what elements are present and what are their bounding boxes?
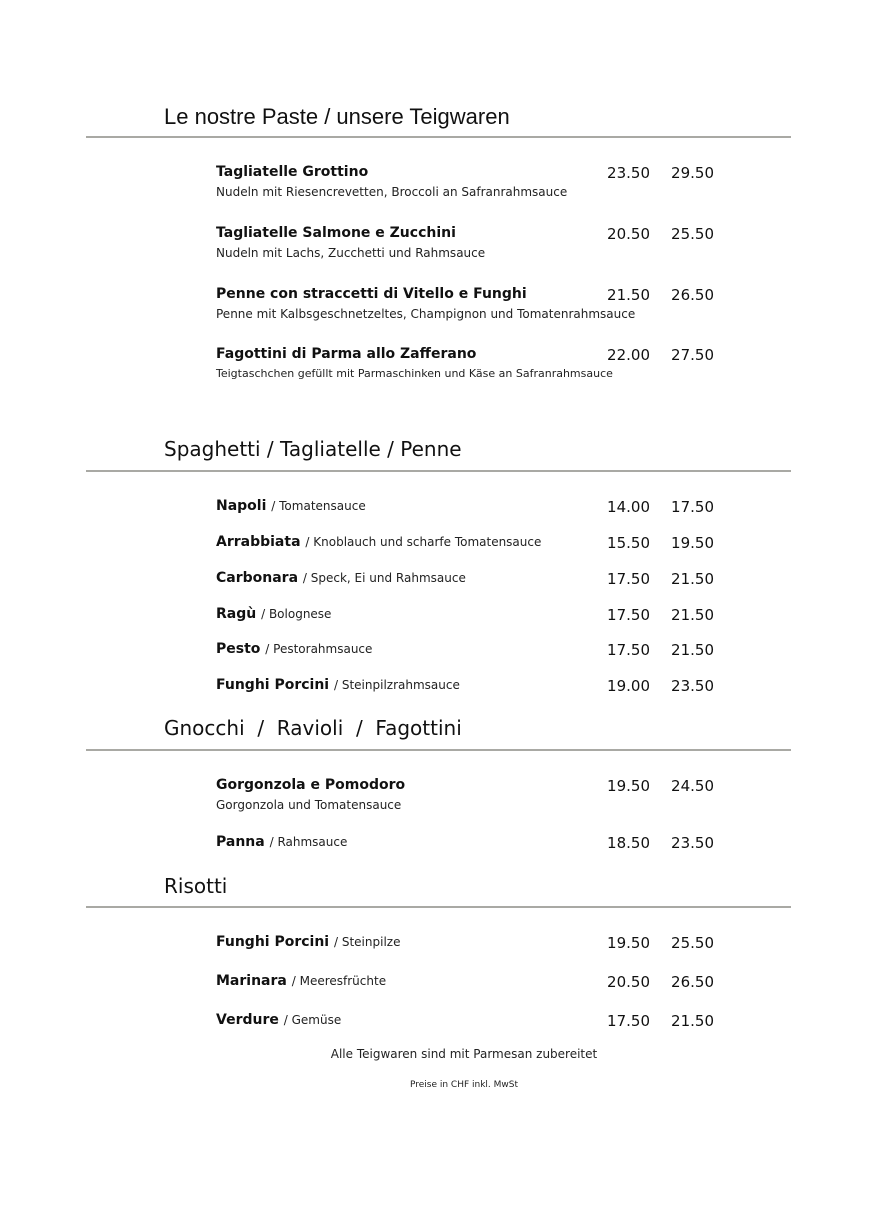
item-name xyxy=(216,641,372,657)
price-large: 19.50 xyxy=(671,534,714,552)
item-description: / Rahmsauce xyxy=(269,835,348,849)
item-name-text: Ragù xyxy=(216,606,257,622)
item-description: / Tomatensauce xyxy=(271,499,366,513)
item-name xyxy=(216,534,541,550)
menu-item xyxy=(216,534,736,574)
price-large: 21.50 xyxy=(671,606,714,624)
item-description: / Bolognese xyxy=(261,607,332,621)
item-description: / Steinpilzrahmsauce xyxy=(333,678,460,692)
section-title-gnocchi: Gnocchi / Ravioli / Fagottini xyxy=(164,716,462,740)
price-small: 23.50 xyxy=(607,164,650,182)
price-small: 17.50 xyxy=(607,570,650,588)
item-description: / Meeresfrüchte xyxy=(291,974,387,988)
item-name xyxy=(216,934,400,950)
section-title-paste: Le nostre Paste / unsere Teigwaren xyxy=(164,104,510,129)
menu-item xyxy=(216,973,736,1013)
item-name: Penne con straccetti di Vitello e Funghi xyxy=(216,286,527,302)
price-large: 17.50 xyxy=(671,498,714,516)
menu-item xyxy=(216,606,736,646)
item-description: Nudeln mit Riesencrevetten, Broccoli an Safranrahmsauce xyxy=(216,185,568,199)
menu-item xyxy=(216,641,736,681)
item-name-text: Carbonara xyxy=(216,570,299,586)
item-name-text: Marinara xyxy=(216,973,287,989)
price-large: 25.50 xyxy=(671,934,714,952)
item-name xyxy=(216,677,460,693)
item-name xyxy=(216,498,366,514)
price-small: 19.50 xyxy=(607,934,650,952)
menu-item xyxy=(216,346,736,386)
price-small: 19.50 xyxy=(607,777,650,795)
item-description: / Speck, Ei und Rahmsauce xyxy=(302,571,466,585)
section-title-risotti: Risotti xyxy=(164,874,228,898)
price-large: 29.50 xyxy=(671,164,714,182)
item-name-text: Funghi Porcini xyxy=(216,677,330,693)
item-description: / Gemüse xyxy=(283,1013,342,1027)
item-name: Fagottini di Parma allo Zafferano xyxy=(216,346,477,362)
menu-item xyxy=(216,286,736,326)
item-description: Nudeln mit Lachs, Zucchetti und Rahmsauce xyxy=(216,246,486,260)
price-large: 21.50 xyxy=(671,1012,714,1030)
menu-item xyxy=(216,164,736,204)
price-large: 25.50 xyxy=(671,225,714,243)
item-description: / Pestorahmsauce xyxy=(265,642,373,656)
item-name: Tagliatelle Salmone e Zucchini xyxy=(216,225,456,241)
section-divider xyxy=(86,906,791,908)
price-small: 14.00 xyxy=(607,498,650,516)
price-large: 21.50 xyxy=(671,641,714,659)
section-divider xyxy=(86,749,791,751)
item-description: Gorgonzola und Tomatensauce xyxy=(216,798,402,812)
menu-item xyxy=(216,834,736,874)
parmesan-note: Alle Teigwaren sind mit Parmesan zubereitet xyxy=(330,1047,598,1061)
price-large: 26.50 xyxy=(671,286,714,304)
item-name-text: Pesto xyxy=(216,641,261,657)
price-small: 17.50 xyxy=(607,641,650,659)
item-name: Tagliatelle Grottino xyxy=(216,164,369,180)
item-description: / Knoblauch und scharfe Tomatensauce xyxy=(305,535,542,549)
price-small: 18.50 xyxy=(607,834,650,852)
item-name-text: Funghi Porcini xyxy=(216,934,330,950)
item-description: / Steinpilze xyxy=(333,935,401,949)
price-info-note: Preise in CHF inkl. MwSt xyxy=(409,1080,519,1090)
menu-item xyxy=(216,934,736,974)
price-small: 20.50 xyxy=(607,225,650,243)
price-small: 22.00 xyxy=(607,346,650,364)
price-small: 21.50 xyxy=(607,286,650,304)
item-name xyxy=(216,606,331,622)
item-name-text: Verdure xyxy=(216,1012,279,1028)
menu-item xyxy=(216,225,736,265)
item-name xyxy=(216,973,386,989)
menu-item xyxy=(216,498,736,538)
item-name xyxy=(216,1012,341,1028)
price-large: 21.50 xyxy=(671,570,714,588)
menu-item xyxy=(216,1012,736,1052)
price-large: 23.50 xyxy=(671,677,714,695)
price-large: 24.50 xyxy=(671,777,714,795)
item-name xyxy=(216,834,347,850)
price-small: 19.00 xyxy=(607,677,650,695)
price-small: 17.50 xyxy=(607,1012,650,1030)
price-small: 17.50 xyxy=(607,606,650,624)
section-divider xyxy=(86,470,791,472)
item-name-text: Napoli xyxy=(216,498,267,514)
menu-item xyxy=(216,570,736,610)
section-title-spaghetti: Spaghetti / Tagliatelle / Penne xyxy=(164,437,462,461)
price-small: 20.50 xyxy=(607,973,650,991)
section-divider xyxy=(86,136,791,138)
price-large: 26.50 xyxy=(671,973,714,991)
item-name: Gorgonzola e Pomodoro xyxy=(216,777,406,793)
item-name xyxy=(216,570,466,586)
price-large: 23.50 xyxy=(671,834,714,852)
item-name-text: Panna xyxy=(216,834,265,850)
item-name-text: Arrabbiata xyxy=(216,534,301,550)
menu-item xyxy=(216,677,736,717)
price-small: 15.50 xyxy=(607,534,650,552)
item-description: Teigtaschchen gefüllt mit Parmaschinken und Käse an Safranrahmsauce xyxy=(216,367,613,380)
menu-item xyxy=(216,777,736,817)
price-large: 27.50 xyxy=(671,346,714,364)
item-description: Penne mit Kalbsgeschnetzeltes, Champignon und Tomatenrahmsauce xyxy=(216,307,636,321)
